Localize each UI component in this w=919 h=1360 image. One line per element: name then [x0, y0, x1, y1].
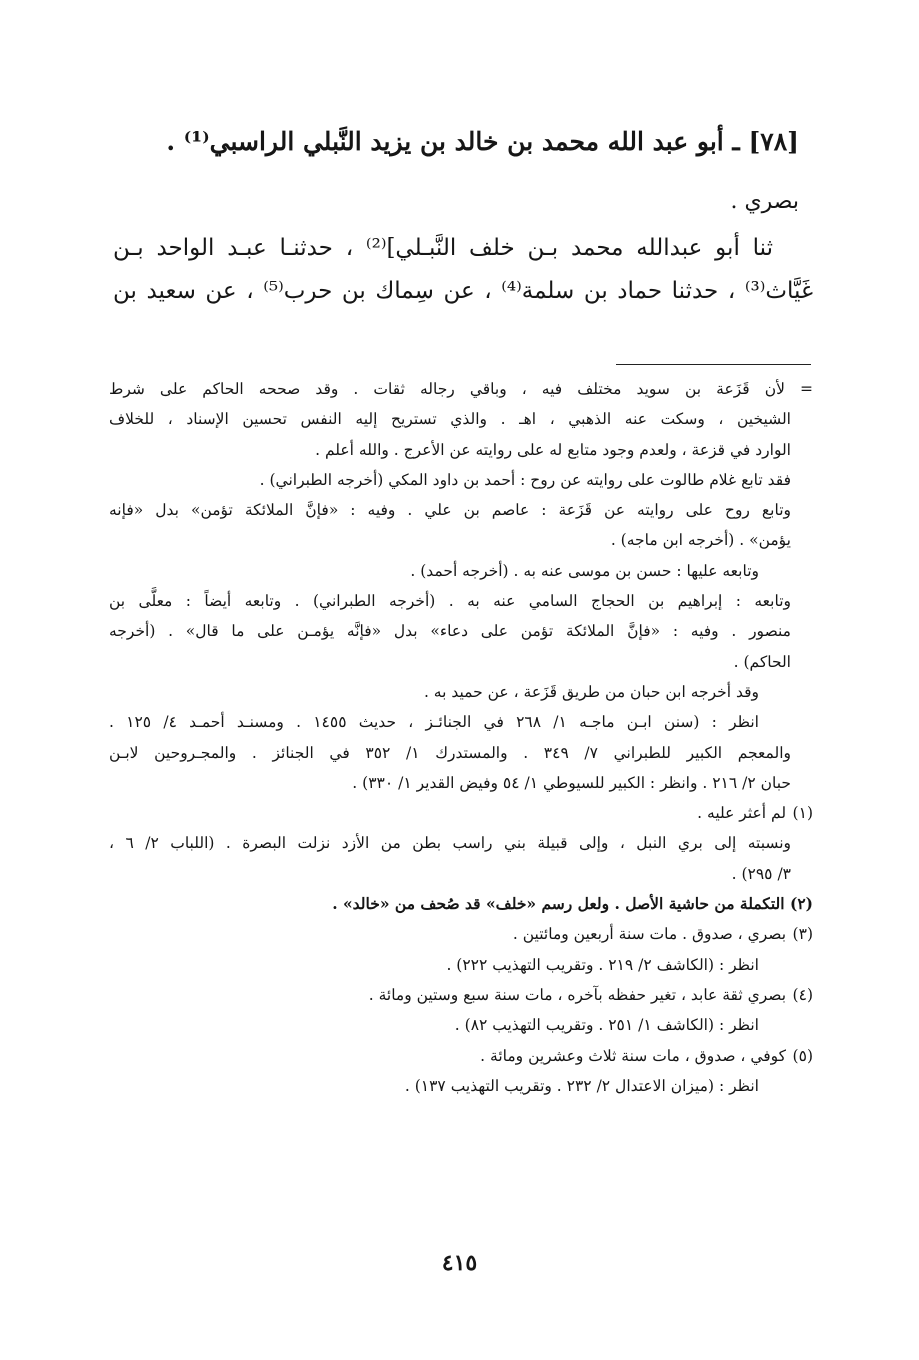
footnote-line [109, 798, 813, 828]
footnote-line [109, 1010, 813, 1040]
footnote-line [109, 374, 813, 404]
footnote-text: يؤمن» . (أخرجه ابن ماجه) . [610, 531, 791, 550]
footnote-line [109, 738, 813, 768]
footnote-line [109, 495, 813, 525]
entry-origin: بصري . [730, 189, 799, 214]
footnote-text: ونسبته إلى بري النبل ، وإلى قبيلة بني راسب بطن من الأزد نزلت البصرة . (اللباب ٢/ ٦ ، [109, 834, 791, 853]
footnote-marker: (٢) [789, 894, 813, 914]
footnote-line [109, 859, 813, 889]
footnote-divider [616, 364, 811, 365]
footnote-text: التكملة من حاشية الأصل . ولعل رسم «خلف» قد صُحف من «خالد» . [332, 894, 785, 914]
footnote-marker: (٤) [792, 985, 813, 1004]
footnote-line [109, 404, 813, 434]
footnote-text: انظر : (سنن ابـن ماجـه ١/ ٢٦٨ في الجنائـز ، حديث ١٤٥٥ . ومسنـد أحمـد ٤/ ١٢٥ . [109, 713, 759, 732]
footnote-text: وتابع روح على روايته عن قَزَعة : عاصم بن علي . وفيه : «فإنَّ الملائكة تؤمن» بدل «فإنه [109, 501, 791, 520]
footnote-line [109, 980, 813, 1010]
footnote-text: حبان ٢/ ٢١٦ . وانظر : الكبير للسيوطي ١/ ٥٤ وفيض القدير ١/ ٣٣٠) . [352, 773, 791, 792]
footnote-text: فقد تابع غلام طالوت على روايته عن روح : أحمد بن داود المكي (أخرجه الطبراني) . [259, 470, 791, 489]
footnote-line [109, 677, 813, 707]
footnote-text: وتابعه عليها : حسن بن موسى عنه به . (أخرجه أحمد) . [410, 561, 759, 580]
main-line: ثنا أبو عبدالله محمد بـن خلف النَّبـلي]⁽²⁾ ، حدثنـا عبـد الواحد بـن [113, 235, 774, 261]
footnote-line [109, 707, 813, 737]
footnote-line [109, 435, 813, 465]
footnote-text: وتابعه : إبراهيم بن الحجاج السامي عنه به . (أخرجه الطبراني) . وتابعه أيضاً : معلَّى بن [109, 592, 791, 611]
footnote-text: انظر : (الكاشف ٢/ ٢١٩ . وتقريب التهذيب ٢٢٢) . [446, 955, 759, 974]
footnote-text: والمعجم الكبير للطبراني ٧/ ٣٤٩ . والمستدرك ١/ ٣٥٢ في الجنائز . والمجـروحين لابـن [109, 743, 792, 762]
footnote-text: ٣/ ٢٩٥) . [731, 864, 791, 883]
footnote-line [109, 556, 813, 586]
footnote-line [109, 616, 813, 646]
footnote-marker: (٣) [792, 925, 813, 944]
footnote-line [109, 919, 813, 949]
footnote-line [109, 1041, 813, 1071]
footnote-text: الوارد في قزعة ، ولعدم وجود متابع له على روايته عن الأعرج . والله أعلم . [315, 440, 791, 459]
footnote-text: منصور . وفيه : «فإنَّ الملائكة تؤمن على دعاء» بدل «فإنَّه يؤمـن على ما قال» . (أخرجه [109, 622, 791, 641]
footnotes [109, 374, 813, 1101]
entry-heading: [٧٨] ـ أبو عبد الله محمد بن خالد بن يزيد النَّبلي الراسبي⁽¹⁾ . [166, 127, 799, 156]
footnote-marker: (٥) [792, 1046, 813, 1065]
main-line: غَيَّاث⁽³⁾ ، حدثنا حماد بن سلمة⁽⁴⁾ ، عن سِماك بن حرب⁽⁵⁾ ، عن سعيد بن [113, 278, 813, 304]
footnote-text: بصري ، صدوق . مات سنة أربعين ومائتين . [512, 925, 787, 944]
footnote-text: انظر : (ميزان الاعتدال ٢/ ٢٣٢ . وتقريب التهذيب ١٣٧) . [404, 1076, 759, 1095]
footnote-line [109, 1071, 813, 1101]
footnote-line [109, 647, 813, 677]
footnote-line [109, 768, 813, 798]
footnote-text: لم أعثر عليه . [697, 804, 787, 823]
footnote-line [109, 828, 813, 858]
footnote-line [109, 586, 813, 616]
footnote-text: وقد أخرجه ابن حبان من طريق قَزَعة ، عن حميد به . [423, 682, 759, 701]
footnote-line [109, 889, 813, 919]
main-text [113, 227, 813, 313]
footnote-marker: (١) [792, 804, 813, 823]
footnote-line [109, 950, 813, 980]
footnote-text: بصري ثقة عابد ، تغير حفظه بآخره ، مات سنة سبع وستين ومائة . [368, 985, 787, 1004]
footnote-text: = لأن قَزَعة بن سويد مختلف فيه ، وباقي رجاله ثقات . وقد صححه الحاكم على شرط [109, 380, 813, 398]
footnote-line [109, 525, 813, 555]
footnote-text: الحاكم) . [733, 652, 791, 671]
footnote-line [109, 465, 813, 495]
footnote-text: الشيخين ، وسكت عنه الذهبي ، اهـ . والذي تستريح إليه النفس تحسين الإسناد ، للخلاف [109, 410, 791, 429]
footnote-text: كوفي ، صدوق ، مات سنة ثلاث وعشرين ومائة . [480, 1046, 787, 1065]
footnote-text: انظر : (الكاشف ١/ ٢٥١ . وتقريب التهذيب ٨٢) . [454, 1016, 759, 1035]
page-number: ٤١٥ [441, 1250, 478, 1276]
